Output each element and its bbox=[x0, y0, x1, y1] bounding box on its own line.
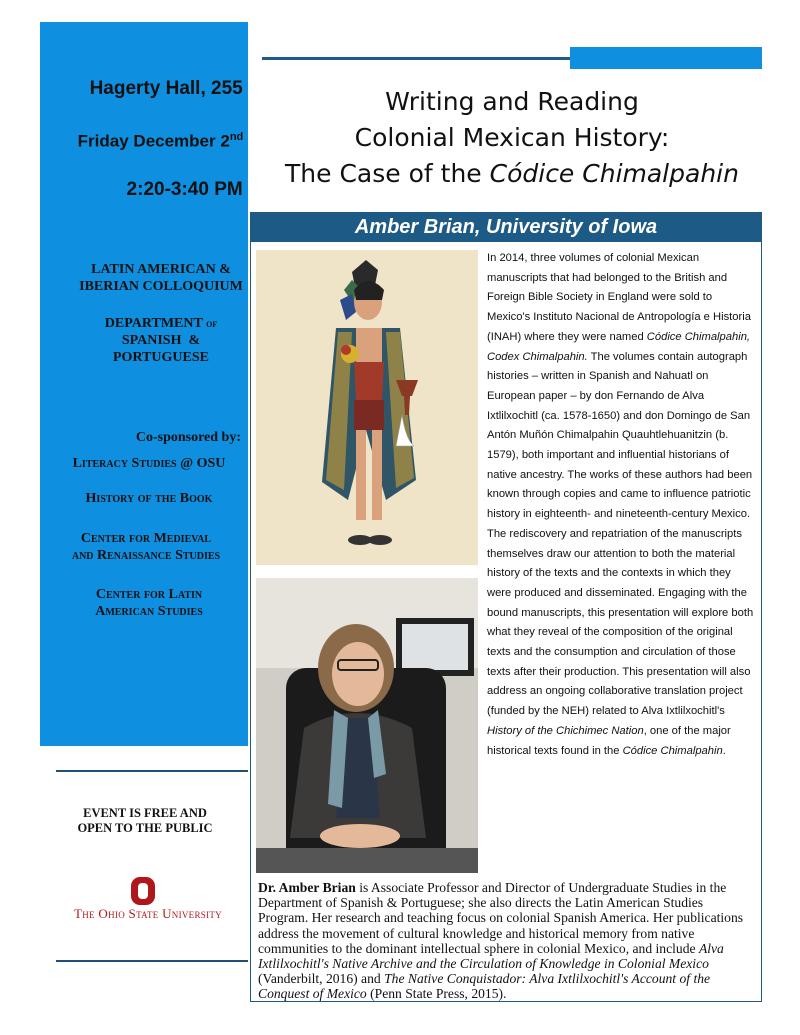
event-date: Friday December 2nd bbox=[77, 131, 244, 151]
osu-block-o-logo bbox=[130, 876, 156, 906]
speaker-photo bbox=[256, 578, 478, 873]
sponsor-item: History of the Book bbox=[85, 491, 213, 506]
talk-abstract: In 2014, three volumes of colonial Mexican manuscripts that had belonged to the British and Foreign Bible Society in England were sold to Mexico's Instituto Nacional de Antropología e Historia (INAH) where they were named Códice Chimalpahin, Codex Chimalpahin. The volumes contain autograph histories – written in Spanish and Nahuatl on European paper – by don Fernando de Alva Ixtlilxochitl (ca. 1578-1650) and don Domingo de San Antón Muñón Chimalpahin Quauhtlehuanitzin (b. 1579), both important and influential historians of native ancestry. The works of these authors had been known through copies and came to influence patriotic history in eighteenth- and nineteenth-century Mexico. The rediscovery and repatriation of the manuscripts themselves draw our attention to both the material history of the texts and the contexts in which they were produced and disseminated. Engaging with the bound manuscripts, this presentation will explore both what they reveal of the composition of the original texts and the consumption and circulation of those texts after their production. This presentation will also address an ongoing collaborative translation project (funded by the NEH) related to Alva Ixtlilxochitl's History of the Chichimec Nation, one of the major historical texts found in the Códice Chimalpahin. bbox=[487, 252, 754, 757]
department-name: DEPARTMENT of SPANISH & PORTUGUESE bbox=[104, 316, 218, 365]
event-time: 2:20-3:40 PM bbox=[126, 179, 243, 200]
codex-figure-drawing bbox=[256, 250, 478, 565]
event-title: Writing and Reading Colonial Mexican History: The Case of the Códice Chimalpahin bbox=[285, 87, 739, 188]
event-venue: Hagerty Hall, 255 bbox=[89, 78, 243, 99]
divider-line bbox=[56, 770, 248, 772]
divider-line bbox=[56, 960, 248, 962]
cosponsored-label: Co-sponsored by: bbox=[135, 430, 241, 445]
sponsor-item: Center for Latin American Studies bbox=[95, 587, 203, 619]
university-name: The Ohio State University bbox=[74, 906, 222, 921]
colloquium-name: LATIN AMERICAN & IBERIAN COLLOQUIUM bbox=[79, 262, 243, 294]
free-event-notice: EVENT IS FREE AND OPEN TO THE PUBLIC bbox=[77, 806, 213, 835]
speaker-photo-drawing bbox=[256, 578, 478, 873]
sponsor-item: Center for Medieval and Renaissance Studies bbox=[71, 531, 221, 563]
sponsor-item: Literacy Studies @ OSU bbox=[72, 456, 226, 471]
top-accent-bar bbox=[570, 47, 762, 69]
speaker-bio: Dr. Amber Brian is Associate Professor and Director of Undergraduate Studies in the Department of Spanish & Portuguese; she also directs the Latin American Studies Program. Her research and teaching focus on colonial Spanish America. Her publications address the movement of cultural knowledge and historical memory from native communities to the dominant intellectual sphere in colonial Mexico, and include Alva Ixtlilxochitl's Native Archive and the Circulation of Knowledge in Colonial Mexico (Vanderbilt, 2016) and The Native Conquistador: Alva Ixtlilxochitl's Account of the Conquest of Mexico (Penn State Press, 2015). bbox=[258, 880, 744, 1002]
codex-illustration bbox=[256, 250, 478, 565]
speaker-banner: Amber Brian, University of Iowa bbox=[250, 212, 762, 242]
